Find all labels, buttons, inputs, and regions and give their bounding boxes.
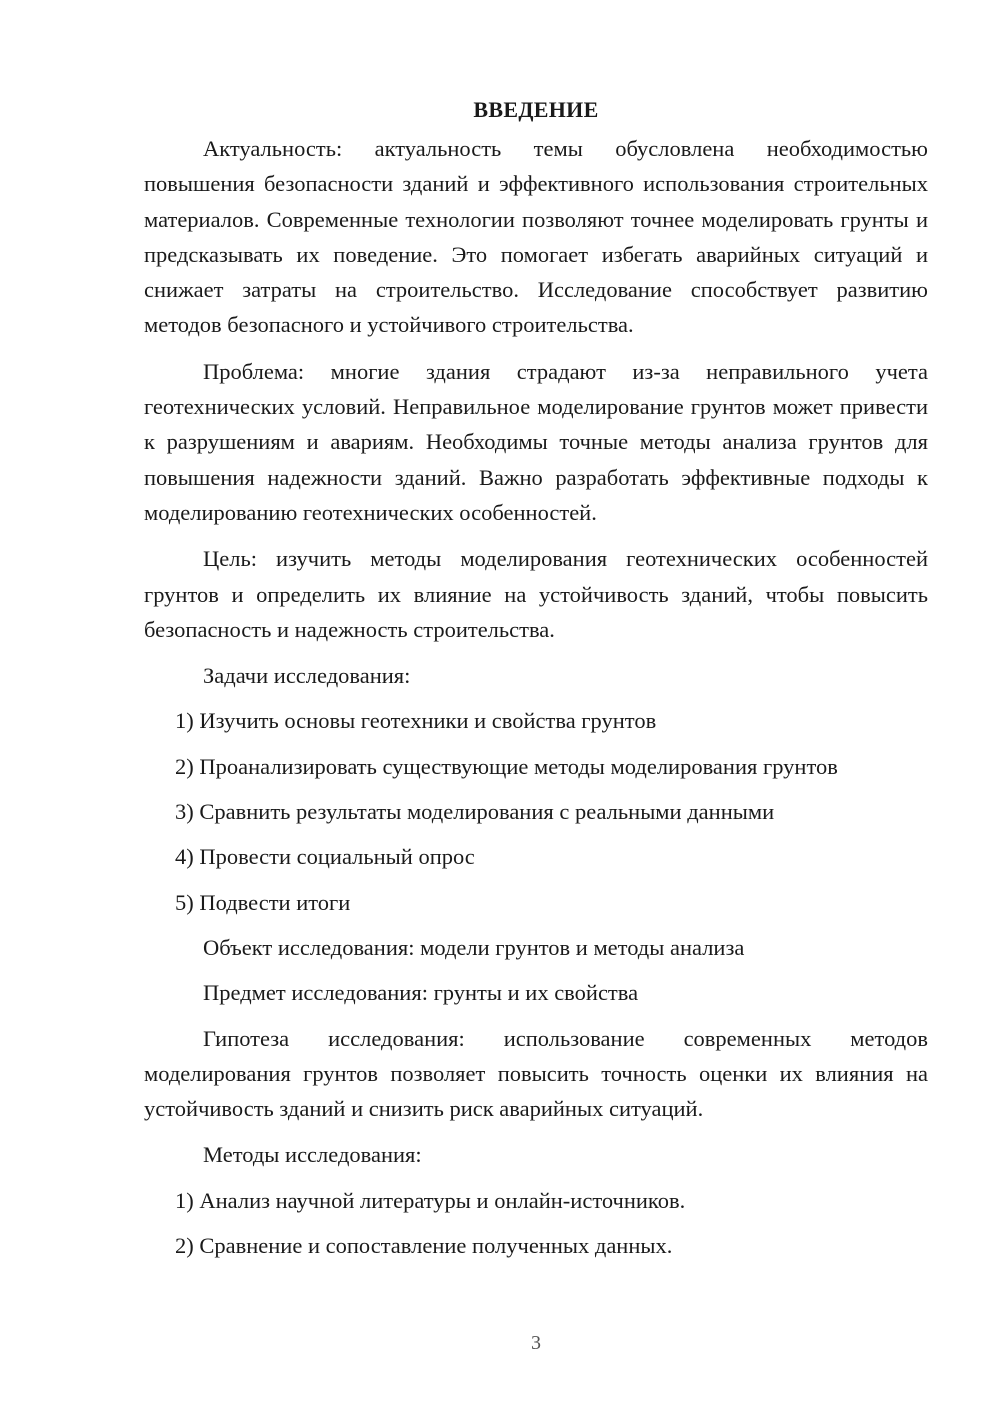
task-item: 2) Проанализировать существующие методы моделирования грунтов [175, 753, 838, 779]
relevance-paragraph: Актуальность: актуальность темы обусловлена необходимостью повышения безопасности зданий и эффективного использования строительных материалов. Современные технологии позволяют точнее моделировать грунты и предсказывать их поведение. Это помогает избегать аварийных ситуаций и снижает затраты на строительство. Исследование способствует развитию методов безопасного и устойчивого строительства. [144, 136, 928, 338]
method-item: 1) Анализ научной литературы и онлайн-источников. [175, 1187, 686, 1213]
page-number: 3 [531, 1332, 541, 1354]
research-object: Объект исследования: модели грунтов и методы анализа [203, 934, 745, 960]
task-item: 3) Сравнить результаты моделирования с реальными данными [175, 799, 775, 825]
document-page [144, 92, 928, 1273]
section-title: ВВЕДЕНИЕ [473, 97, 599, 122]
task-item: 4) Провести социальный опрос [175, 844, 475, 870]
hypothesis-paragraph: Гипотеза исследования: использование современных методов моделирования грунтов позволяет повысить точность оценки их влияния на устойчивость зданий и снизить риск аварийных ситуаций. [144, 1025, 928, 1122]
problem-paragraph: Проблема: многие здания страдают из-за неправильного учета геотехнических условий. Неправильное моделирование грунтов может привести к разрушениям и авариям. Необходимы точные методы анализа грунтов для повышения надежности зданий. Важно разработать эффективные подходы к моделированию геотехнических особенностей. [144, 358, 928, 525]
method-item: 2) Сравнение и сопоставление полученных данных. [175, 1233, 673, 1259]
tasks-heading: Задачи исследования: [203, 663, 411, 689]
goal-paragraph: Цель: изучить методы моделирования геотехнических особенностей грунтов и определить их влияние на устойчивость зданий, чтобы повысить безопасность и надежность строительства. [144, 546, 928, 642]
task-item: 1) Изучить основы геотехники и свойства грунтов [175, 708, 657, 734]
methods-heading: Методы исследования: [203, 1142, 422, 1168]
research-subject: Предмет исследования: грунты и их свойства [203, 980, 639, 1006]
task-item: 5) Подвести итоги [175, 889, 351, 915]
